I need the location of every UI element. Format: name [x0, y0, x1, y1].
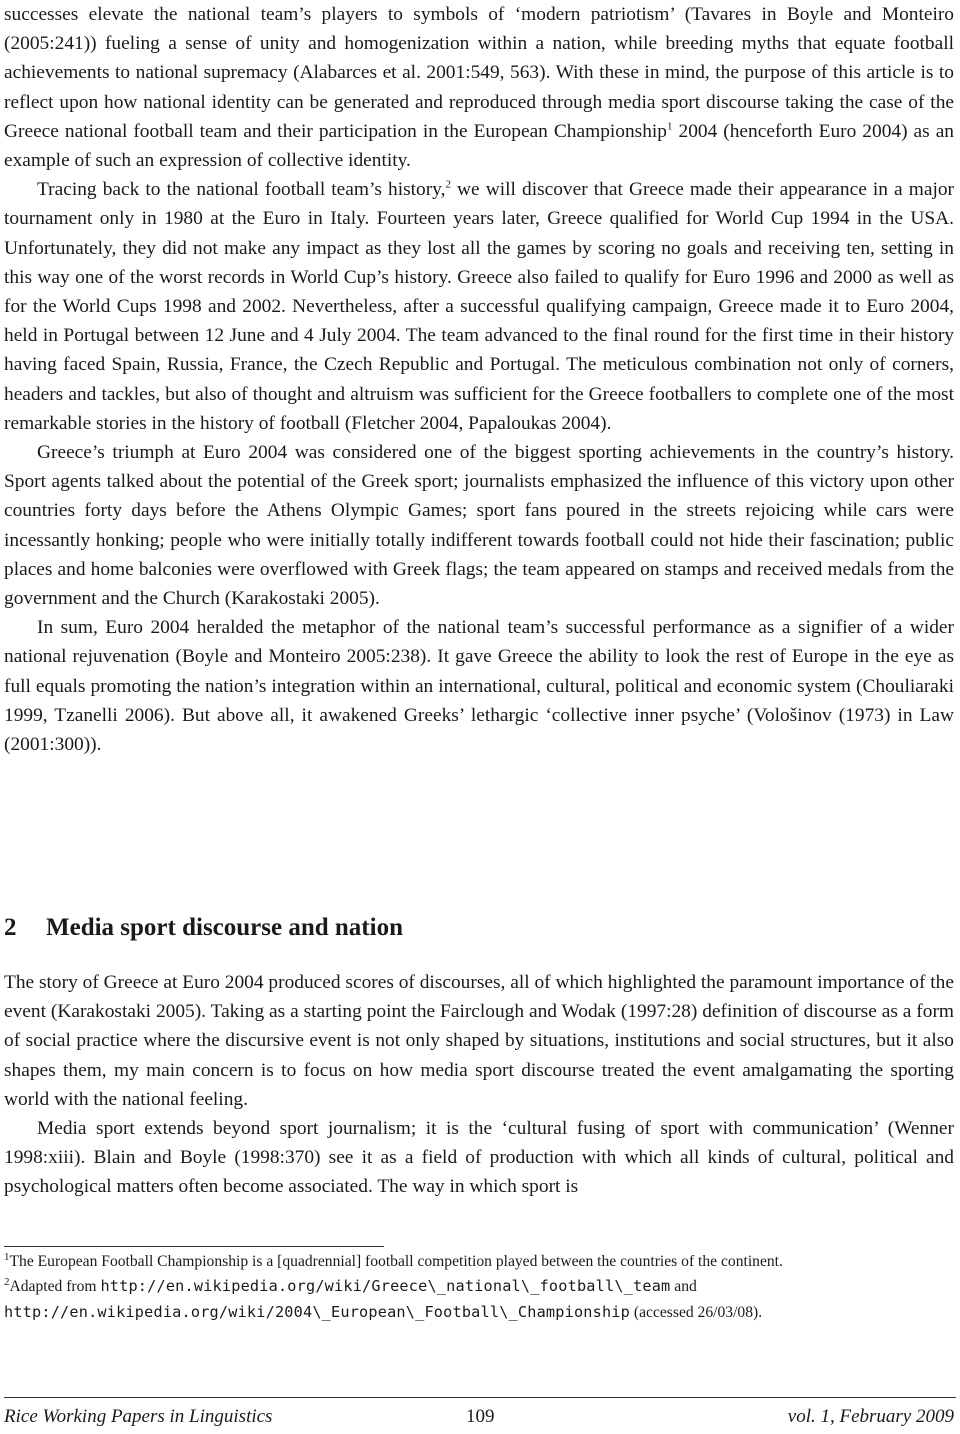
journal-name: Rice Working Papers in Linguistics [4, 1406, 273, 1427]
paragraph: In sum, Euro 2004 heralded the metaphor of the national team’s successful performance as a signifier of a wider national rejuvenation (Boyle and Monteiro 2005:238). It gave Greece the ability to look the rest of Europe in the eye as full equals promoting the nation’s integration within an international, cultural, political and economic system (Chouliaraki 1999, Tzanelli 2006). But above all, it awakened Greeks’ lethargic ‘collective inner psyche’ (Vološinov (1973) in Law (2001:300)). [4, 617, 954, 756]
section-heading [4, 912, 954, 944]
footnotes [4, 1250, 954, 1325]
url-link[interactable]: http://en.wikipedia.org/wiki/Greece\_national\_football\_team [100, 1277, 671, 1296]
footer-divider [4, 1397, 956, 1398]
paragraph-text: we will discover that Greece made their appearance in a major tournament only in 1980 at the Euro in Italy. Fourteen years later, Greece qualified for World Cup 1994 in the USA. Unfortunately, they did not make any impact as they lost all the games by scoring no goals and receiving ten, setting in this way one of the worst records in World Cup’s history. Greece also failed to qualify for Euro 1996 and 2000 as well as for the World Cups 1998 and 2002. Nevertheless, after a successful qualifying campaign, Greece made it to Euro 2004, held in Portugal between 12 June and 4 July 2004. The team advanced to the final round for the first time in their history having faced Spain, Russia, France, the Czech Republic and Portugal. The meticulous combination not only of corners, headers and tackles, but also of thought and altruism was sufficient for the Greece footballers to complete one of the most remarkable stories in the history of football (Fletcher 2004, Papaloukas 2004). [4, 179, 954, 434]
paragraph-text: Tracing back to the national football team’s history, [37, 179, 446, 201]
url-link[interactable]: http://en.wikipedia.org/wiki/2004\_European\_Football\_Championship [4, 1302, 631, 1321]
footnote-text: The European Football Championship is a [quadrennial] football competition played between the countries of the continent. [9, 1253, 783, 1270]
footnote-mark: 2 [4, 1276, 10, 1289]
section-title: Media sport discourse and nation [46, 914, 403, 941]
footnote-ref-1[interactable]: 1 [667, 120, 673, 133]
volume-info: vol. 1, February 2009 [787, 1406, 954, 1427]
paragraph [4, 175, 954, 438]
footnote-text: and [670, 1278, 697, 1296]
footnote-text: (accessed 26/03/08). [630, 1303, 763, 1321]
paragraph: The story of Greece at Euro 2004 produced scores of discourses, all of which highlighted the paramount importance of the event (Karakostaki 2005). Taking as a starting point the Fairclough and Wodak (1997:28) definition of discourse as a form of social practice where the discursive event is not only shaped by situations, institutions and social structures, but it also shapes them, my main concern is to focus on how media sport discourse treated the event amalgamating the sporting world with the national feeling. [4, 972, 954, 1110]
paragraph: Greece’s triumph at Euro 2004 was considered one of the biggest sporting achievements in the country’s history. Sport agents talked about the potential of the Greek sport; journalists emphasized the influence of this victory upon other countries forty days before the Athens Olympic Games; sport fans poured in the streets rejoicing while cars were incessantly honking; people who were initially totally indifferent towards football could not hide their fascination; public places and home balconies were overflowed with Greek flags; the team appeared on stamps and received medals from the government and the Church (Karakostaki 2005). [4, 442, 954, 610]
footnote-ref-2[interactable]: 2 [445, 178, 451, 191]
footnote-1 [4, 1250, 954, 1274]
section-number: 2 [4, 914, 17, 941]
paragraph-text: successes elevate the national team’s players to symbols of ‘modern patriotism’ (Tavares in Boyle and Monteiro (2005:241)) fueling a sense of unity and homogenization within a nation, while breeding myths that equate football achievements to national supremacy (Alabarces et al. 2001:549, 563). With these in mind, the purpose of this article is to reflect upon how national identity can be generated and reproduced through media sport discourse taking the case of the Greece national football team and their participation in the European Championship [4, 4, 954, 142]
footnote-2 [4, 1274, 954, 1325]
page-number: 109 [466, 1406, 495, 1427]
footnote-mark: 1 [4, 1250, 10, 1263]
paragraph: Media sport extends beyond sport journalism; it is the ‘cultural fusing of sport with communication’ (Wenner 1998:xiii). Blain and Boyle (1998:370) see it as a field of production with which all kinds of cultural, political and psychological matters often become associated. The way in which sport is [4, 1118, 954, 1198]
footnote-divider [4, 1246, 384, 1247]
footnote-text: Adapted from [9, 1278, 101, 1296]
paragraph-text: 2004 (henceforth Euro 2004) as an example of such an expression of collective identity. [4, 120, 954, 172]
paragraph [4, 0, 954, 175]
section-body [4, 968, 954, 1202]
page-footer [4, 1406, 956, 1434]
page-body [4, 0, 954, 759]
